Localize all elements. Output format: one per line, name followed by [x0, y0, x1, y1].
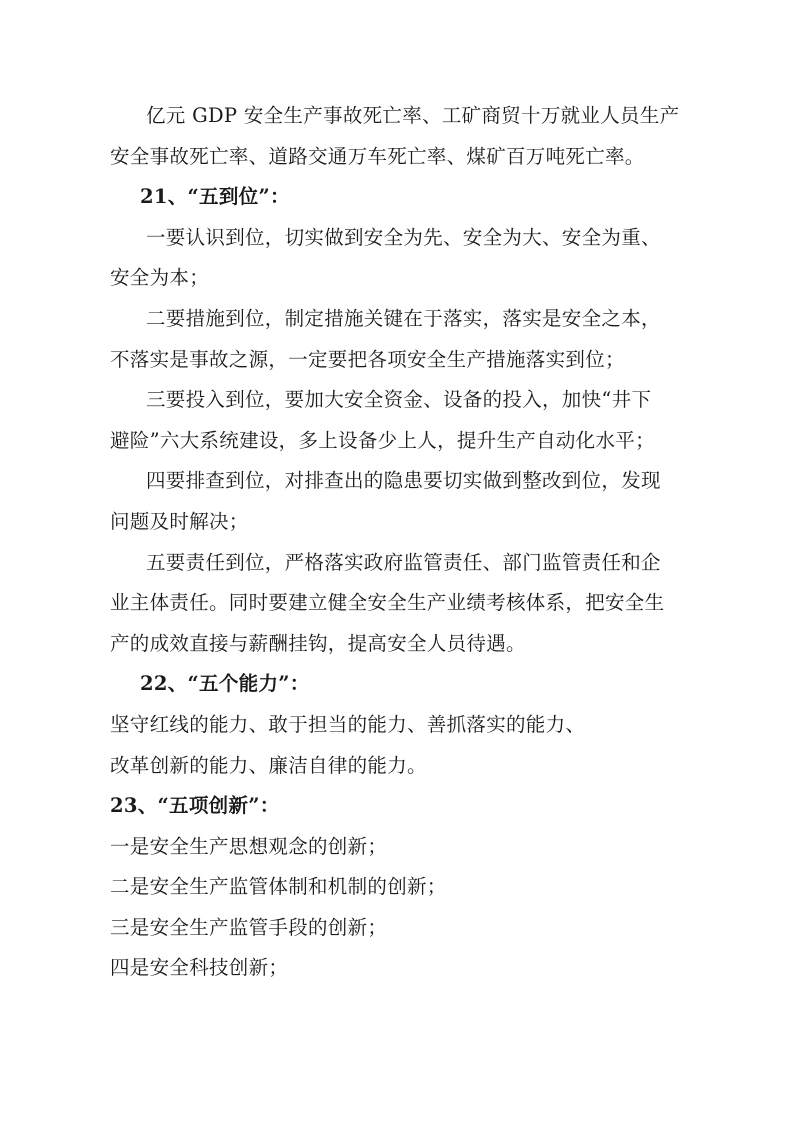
paragraph-line: 一是安全生产思想观念的创新； [110, 834, 388, 858]
paragraph-line: 产的成效直接与薪酬挂钩，提高安全人员待遇。 [110, 631, 526, 655]
paragraph-line: 坚守红线的能力、敢于担当的能力、善抓落实的能力、 [110, 712, 586, 736]
paragraph-line: 一要认识到位，切实做到安全为先、安全为大、安全为重、 [146, 225, 661, 249]
paragraph-line: 二要措施到位，制定措施关键在于落实，落实是安全之本， [146, 306, 661, 330]
paragraph-line: 亿元 GDP 安全生产事故死亡率、工矿商贸十万就业人员生产 [146, 104, 680, 127]
paragraph-line: 三是安全生产监管手段的创新； [110, 915, 388, 939]
section-heading-22: 22、“五个能力”： [140, 672, 310, 696]
paragraph-line: 二是安全生产监管体制和机制的创新； [110, 875, 447, 899]
paragraph-line: 避险”六大系统建设，多上设备少上人，提升生产自动化水平； [110, 428, 655, 452]
section-heading-23: 23、“五项创新”： [110, 794, 280, 818]
section-heading-21: 21、“五到位”： [140, 185, 290, 209]
paragraph-line: 业主体责任。同时要建立健全安全生产业绩考核体系，把安全生 [110, 591, 665, 615]
paragraph-line: 不落实是事故之源，一定要把各项安全生产措施落实到位； [110, 347, 625, 371]
paragraph-line: 四要排查到位，对排查出的隐患要切实做到整改到位，发现 [146, 469, 661, 493]
document-page [110, 96, 700, 989]
paragraph-line: 改革创新的能力、廉洁自律的能力。 [110, 753, 427, 777]
paragraph-line: 四是安全科技创新； [110, 956, 289, 980]
paragraph-line: 问题及时解决； [110, 509, 249, 533]
paragraph-line: 安全事故死亡率、道路交通万车死亡率、煤矿百万吨死亡率。 [110, 144, 645, 168]
paragraph-line: 安全为本； [110, 266, 210, 290]
paragraph-line: 三要投入到位，要加大安全资金、设备的投入，加快“井下 [146, 388, 652, 412]
paragraph-line: 五要责任到位，严格落实政府监管责任、部门监管责任和企 [146, 550, 661, 574]
